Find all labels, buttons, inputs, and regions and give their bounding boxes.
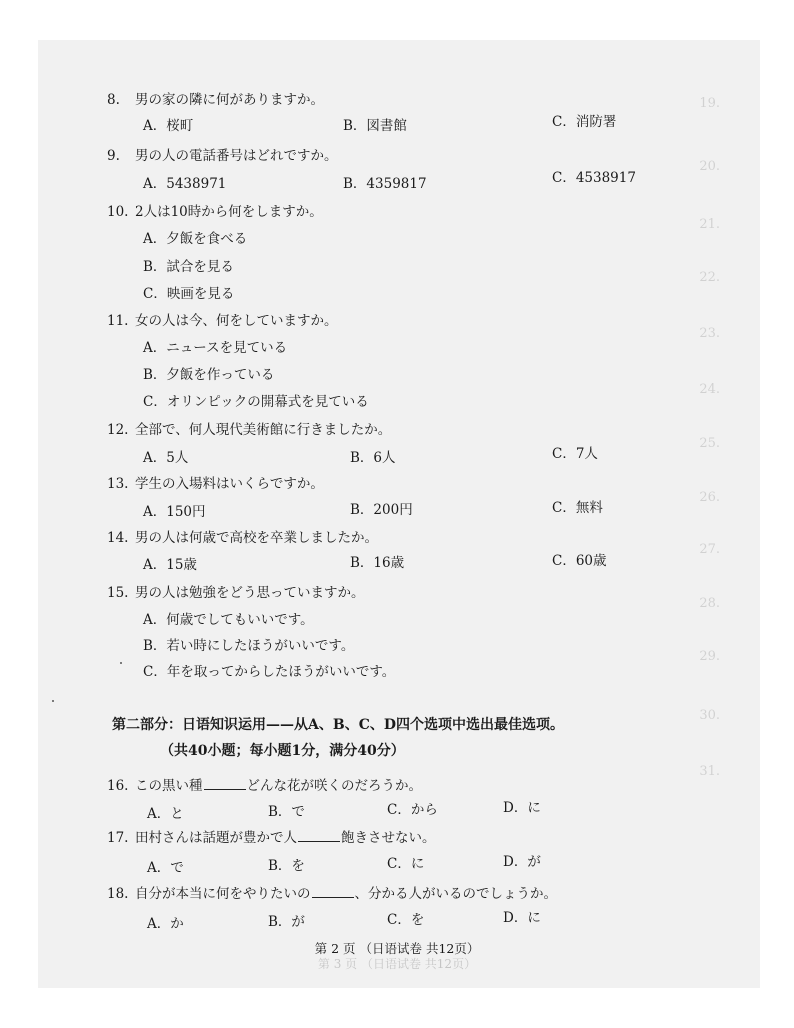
answer-blank[interactable] bbox=[204, 777, 246, 790]
option-a[interactable]: A．か bbox=[147, 916, 184, 932]
option-b[interactable]: B．試合を見る bbox=[143, 259, 234, 275]
ghost-number: 27. bbox=[699, 542, 720, 557]
option-a[interactable]: A．15歳 bbox=[143, 557, 197, 573]
question-12: 12. 全部で、何人現代美術館に行きましたか。 bbox=[107, 422, 392, 438]
option-a[interactable]: A．5人 bbox=[143, 450, 189, 466]
answer-blank[interactable] bbox=[312, 885, 354, 898]
option-b[interactable]: B．夕飯を作っている bbox=[143, 367, 275, 383]
ghost-number: 26. bbox=[699, 490, 720, 505]
option-a[interactable]: A．ニュースを見ている bbox=[143, 340, 288, 356]
option-c[interactable]: C．に bbox=[387, 856, 425, 872]
option-b[interactable]: B．が bbox=[268, 914, 305, 930]
question-17: 17. 田村さんは話題が豊かで人 飽きさせない。 bbox=[107, 830, 436, 846]
option-b[interactable]: B．で bbox=[268, 804, 305, 820]
ghost-number: 24. bbox=[699, 382, 720, 397]
option-c[interactable]: C．消防署 bbox=[552, 114, 617, 130]
option-b[interactable]: B．200円 bbox=[350, 502, 413, 518]
option-c[interactable]: C．4538917 bbox=[552, 170, 636, 186]
question-15: 15. 男の人は勉強をどう思っていますか。 bbox=[107, 585, 365, 601]
option-c[interactable]: C．から bbox=[387, 802, 438, 818]
option-a[interactable]: A．夕飯を食べる bbox=[143, 231, 248, 247]
ghost-number: 30. bbox=[699, 708, 720, 723]
option-a[interactable]: A．5438971 bbox=[143, 176, 227, 192]
option-d[interactable]: D．に bbox=[503, 910, 541, 926]
ghost-number: 25. bbox=[699, 436, 720, 451]
section-title: 第二部分：日语知识运用——从A、B、C、D四个选项中选出最佳选项。 bbox=[112, 717, 564, 733]
answer-blank[interactable] bbox=[298, 829, 340, 842]
option-c[interactable]: C．年を取ってからしたほうがいいです。 bbox=[143, 664, 396, 680]
question-16: 16. この黒い種 どんな花が咲くのだろうか。 bbox=[107, 778, 422, 794]
ghost-number: 20. bbox=[699, 159, 720, 174]
option-a[interactable]: A．150円 bbox=[143, 504, 206, 520]
option-a[interactable]: A．桜町 bbox=[143, 118, 194, 134]
question-13: 13. 学生の入場料はいくらですか。 bbox=[107, 476, 324, 492]
ghost-number: 23. bbox=[699, 326, 720, 341]
option-c[interactable]: C．60歳 bbox=[552, 553, 607, 569]
option-a[interactable]: A．で bbox=[147, 860, 184, 876]
ghost-number: 28. bbox=[699, 596, 720, 611]
option-c[interactable]: C．を bbox=[387, 912, 425, 928]
scan-speck bbox=[52, 700, 54, 702]
option-c[interactable]: C．オリンピックの開幕式を見ている bbox=[143, 394, 369, 410]
ghost-number: 22. bbox=[699, 270, 720, 285]
option-c[interactable]: C．映画を見る bbox=[143, 286, 235, 302]
option-d[interactable]: D．が bbox=[503, 854, 541, 870]
option-b[interactable]: B．16歳 bbox=[350, 555, 405, 571]
question-8: 8. 男の家の隣に何がありますか。 bbox=[107, 92, 324, 108]
option-b[interactable]: B．を bbox=[268, 858, 305, 874]
ghost-number: 31. bbox=[699, 764, 720, 779]
question-11: 11. 女の人は今、何をしていますか。 bbox=[107, 313, 338, 329]
bleed-through-footer: 第 3 页 （日语试卷 共12页） bbox=[317, 957, 477, 971]
option-d[interactable]: D．に bbox=[503, 800, 541, 816]
option-a[interactable]: A．と bbox=[147, 806, 184, 822]
option-b[interactable]: B．4359817 bbox=[343, 176, 427, 192]
section-subtitle: （共40小题；每小题1分，满分40分） bbox=[160, 743, 405, 759]
option-a[interactable]: A．何歳でしてもいいです。 bbox=[143, 612, 314, 628]
ghost-number: 19. bbox=[699, 96, 720, 111]
option-b[interactable]: B．図書館 bbox=[343, 118, 407, 134]
page-footer: 第 2 页 （日语试卷 共12页） bbox=[314, 941, 480, 956]
scan-speck bbox=[120, 662, 122, 664]
question-10: 10. 2人は10時から何をしますか。 bbox=[107, 204, 323, 220]
question-14: 14. 男の人は何歳で高校を卒業しましたか。 bbox=[107, 530, 378, 546]
ghost-number: 29. bbox=[699, 649, 720, 664]
option-c[interactable]: C．無料 bbox=[552, 500, 603, 516]
option-b[interactable]: B．若い時にしたほうがいいです。 bbox=[143, 638, 355, 654]
question-9: 9. 男の人の電話番号はどれですか。 bbox=[107, 148, 338, 164]
option-b[interactable]: B．6人 bbox=[350, 450, 396, 466]
option-c[interactable]: C．7人 bbox=[552, 446, 598, 462]
ghost-number: 21. bbox=[699, 217, 720, 232]
question-18: 18. 自分が本当に何をやりたいの 、分かる人がいるのでしょうか。 bbox=[107, 886, 557, 902]
